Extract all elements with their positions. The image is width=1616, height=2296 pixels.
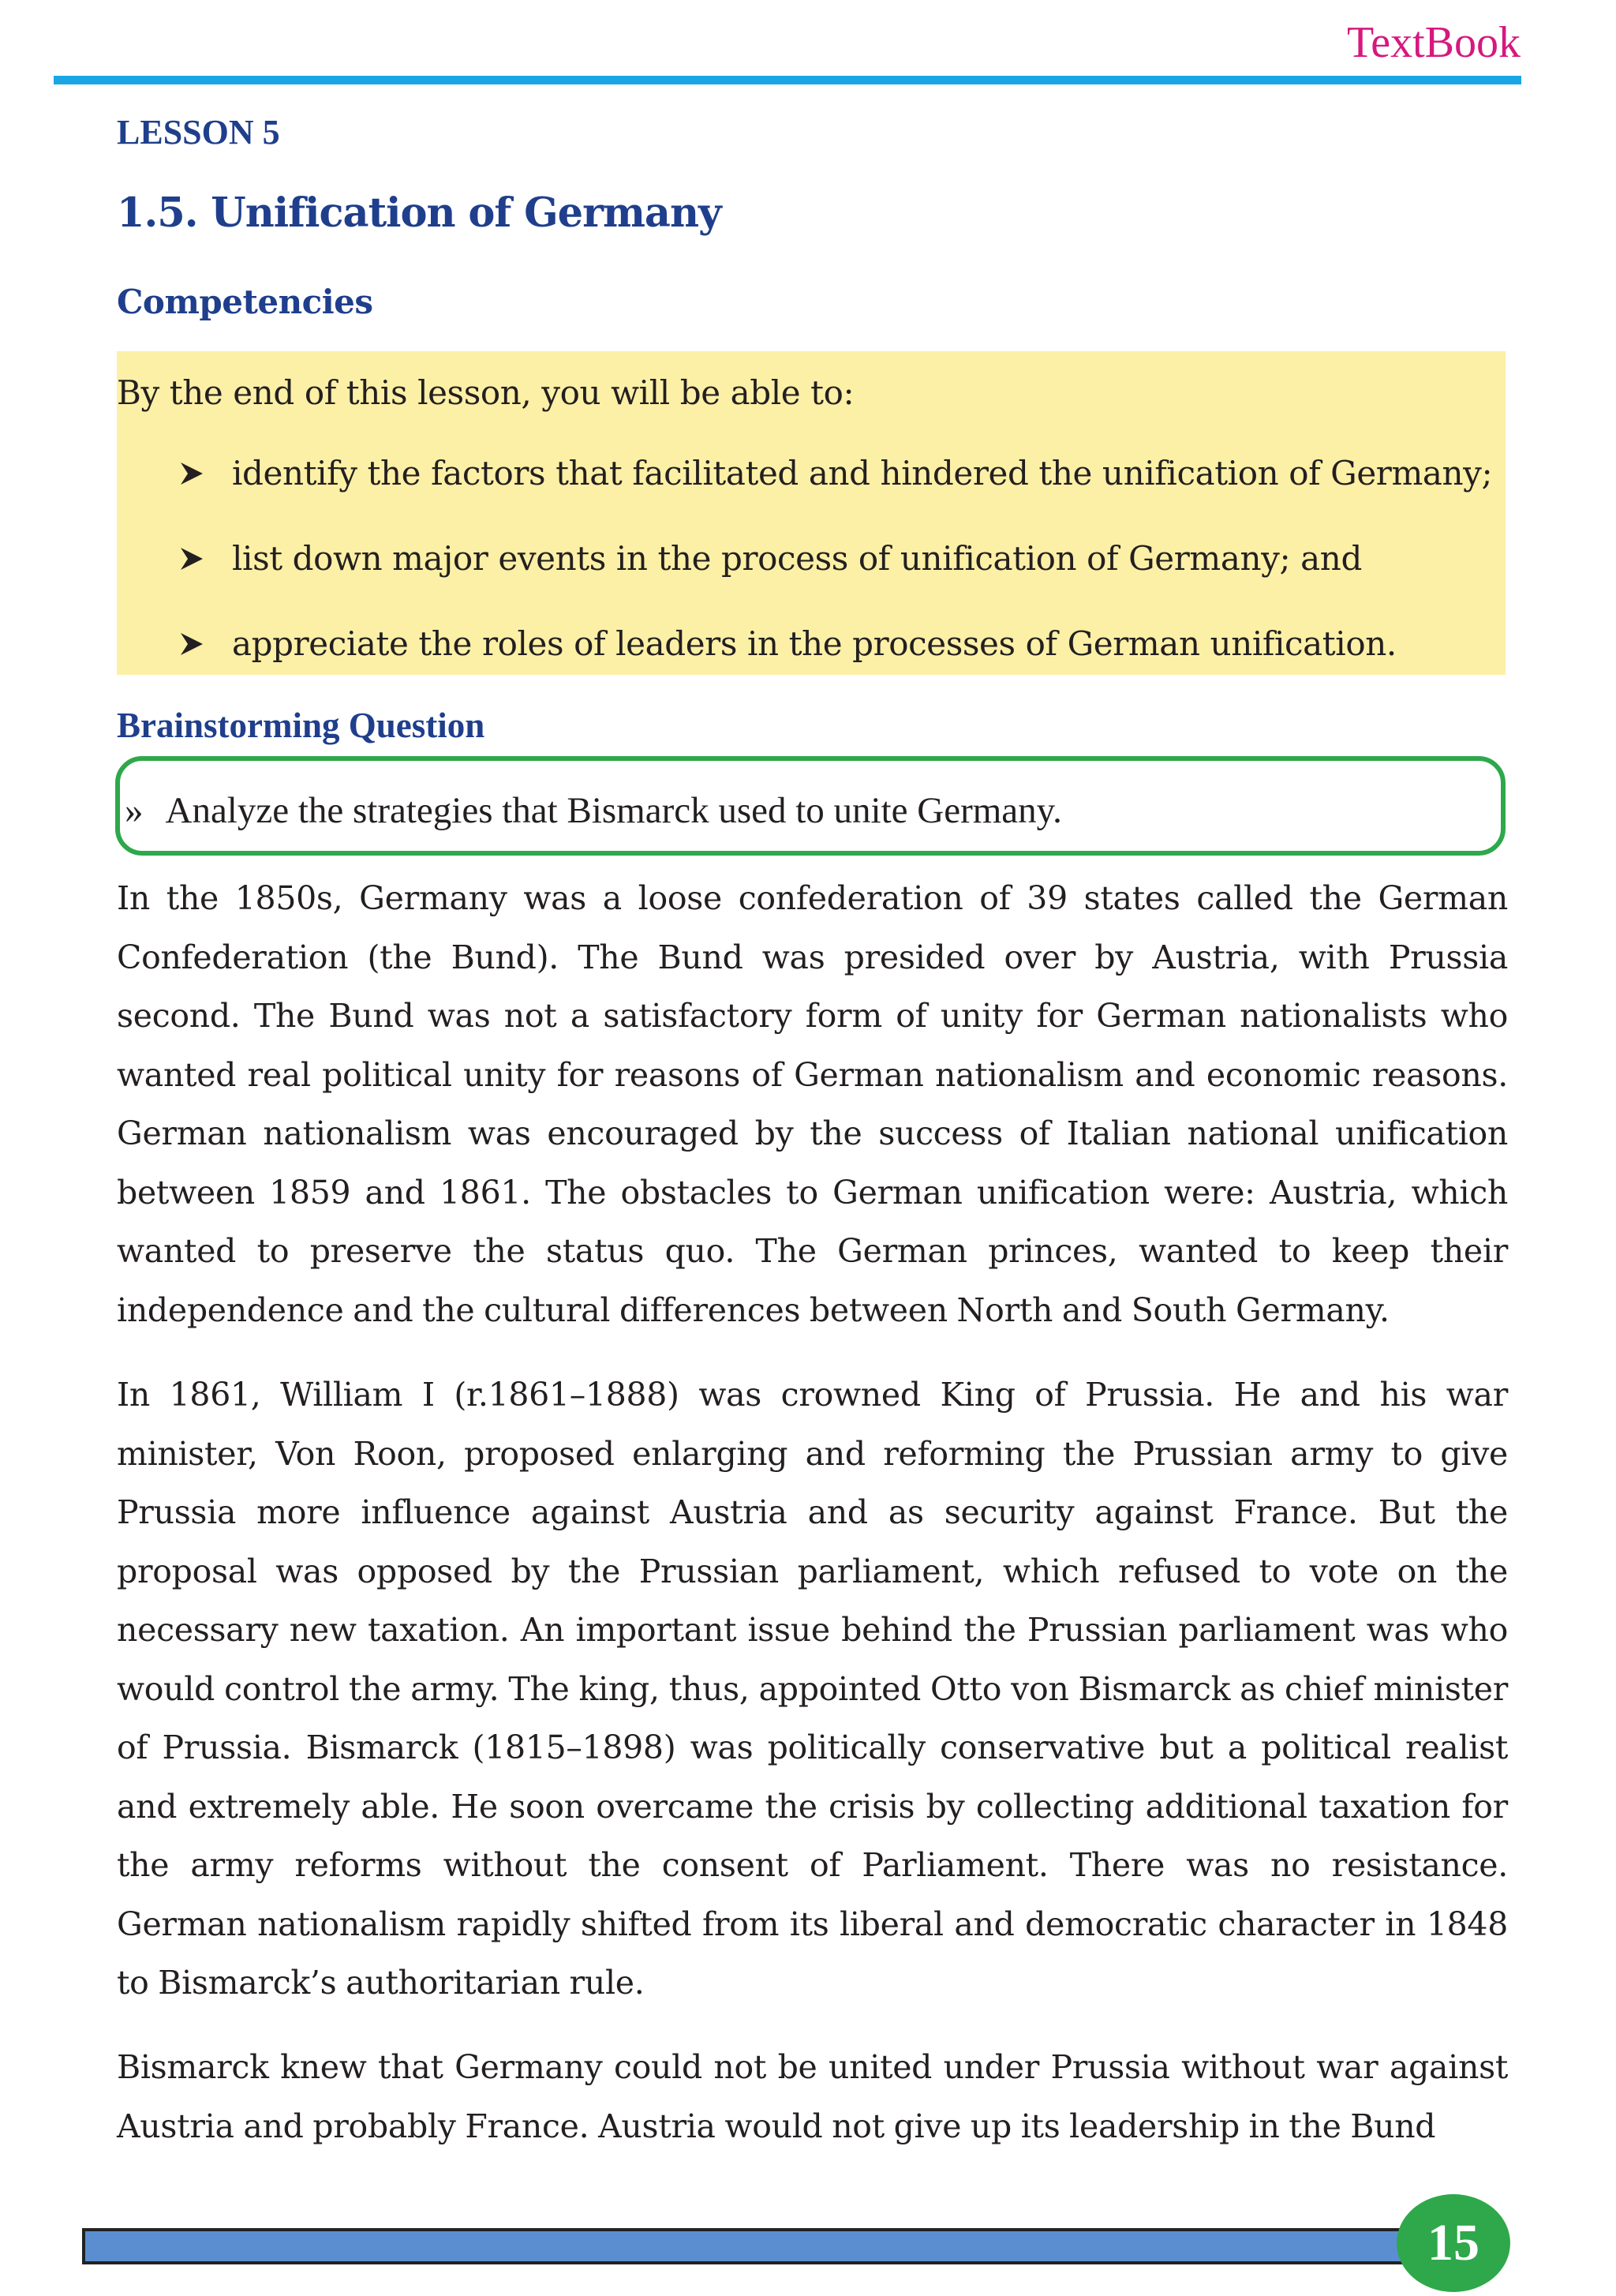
competency-item: [178, 454, 1492, 493]
footer-bar: [82, 2228, 1423, 2264]
arrow-bullet-icon: [178, 545, 205, 572]
competency-item-text: appreciate the roles of leaders in the processes of German unification.: [232, 624, 1397, 663]
competency-item-text: list down major events in the process of unification of Germany; and: [232, 539, 1362, 578]
competency-item: [178, 624, 1397, 664]
brainstorming-heading: Brainstorming Question: [117, 706, 485, 745]
body-paragraph: In the 1850s, Germany was a loose confederation of 39 states called the German Confederation (the Bund). The Bund was presided over by Austria, with Prussia second. The Bund was not a satisfactory form of unity for German nationalists who wanted real political unity for reasons of German nationalism and economic reasons. German nationalism was encouraged by the success of Italian national unification between 1859 and 1861. The obstacles to German unification were: Austria, which wanted to preserve the status quo. The German princes, wanted to keep their independence and the cultural differences between North and South Germany.: [117, 879, 1508, 1329]
lesson-title: 1.5. Unification of Germany: [117, 189, 721, 237]
lesson-label: LESSON 5: [117, 113, 280, 152]
competencies-heading: Competencies: [117, 283, 373, 321]
competencies-intro: By the end of this lesson, you will be able to:: [117, 373, 855, 412]
body-paragraph: Bismarck knew that Germany could not be united under Prussia without war against Austria and probably France. Austria would not give up its leadership in the Bund: [117, 2048, 1508, 2145]
body-paragraph: In 1861, William I (r.1861–1888) was crowned King of Prussia. He and his war minister, Von Roon, proposed enlarging and reforming the Prussian army to give Prussia more influence against Austria and as security against France. But the proposal was opposed by the Prussian parliament, which refused to vote on the necessary new taxation. An important issue behind the Prussian parliament was who would control the army. The king, thus, appointed Otto von Bismarck as chief minister of Prussia. Bismarck (1815–1898) was politically conservative but a political realist and extremely able. He soon overcame the crisis by collecting additional taxation for the army reforms without the consent of Parliament. There was no resistance. German nationalism rapidly shifted from its liberal and democratic character in 1848 to Bismarck’s authoritarian rule.: [117, 1376, 1508, 2002]
arrow-bullet-icon: [178, 460, 205, 487]
page-number-badge: [1397, 2194, 1510, 2292]
question-marker: »: [125, 790, 144, 831]
question-text: Analyze the strategies that Bismarck used to unite Germany.: [165, 790, 1062, 831]
brainstorming-question: [125, 792, 1062, 830]
page-number: 15: [1427, 2214, 1479, 2272]
competency-item: [178, 539, 1362, 579]
arrow-bullet-icon: [178, 631, 205, 657]
competencies-box: [117, 351, 1506, 675]
textbook-label: TextBook: [1346, 18, 1521, 67]
header-rule: [54, 76, 1521, 84]
brainstorming-question-box: [115, 756, 1506, 856]
competency-item-text: identify the factors that facilitated and hindered the unification of Germany;: [232, 454, 1493, 493]
